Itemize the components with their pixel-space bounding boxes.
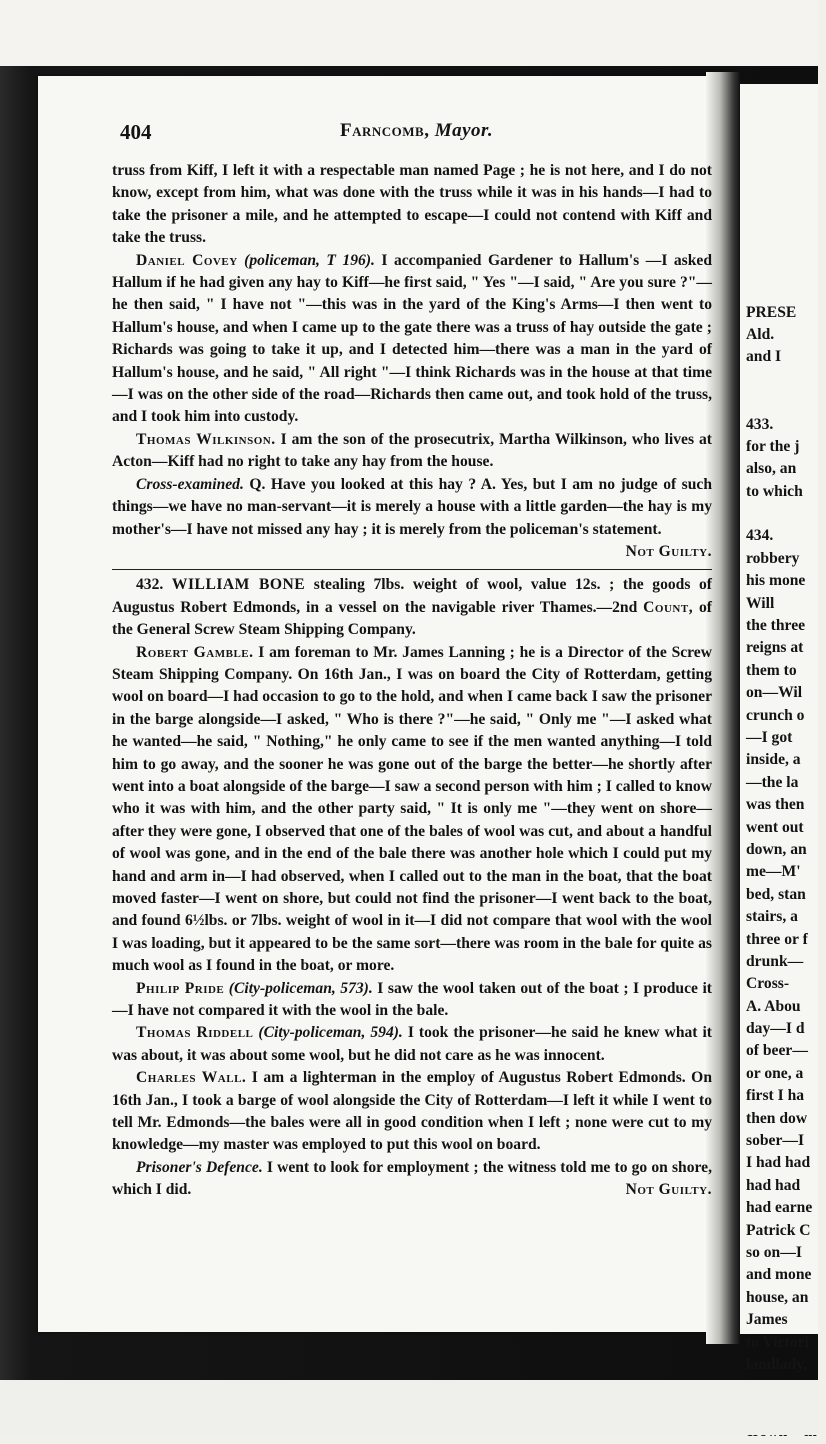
bottom-margin bbox=[0, 1380, 818, 1435]
testimony-text: I am a lighterman in the employ of Augustus Robert Edmonds. On 16th Jan., I took a barge of wool alongside the City of Rotterdam—I left it while I went to tell Mr. Edmonds—the bales were all in good condition when I left ; none were cut to my knowledge—my master was employed to put this wool on board. bbox=[112, 1069, 712, 1154]
right-page-line: the three bbox=[746, 617, 806, 635]
right-page-line: or one, a bbox=[746, 1064, 804, 1082]
prisoner-defence bbox=[112, 1157, 712, 1202]
testimony-text: I saw the wool taken out of the boat ; I produce it—I have not compared it with the wool in the bale. bbox=[112, 979, 712, 1020]
right-page-line: day—I d bbox=[746, 1020, 805, 1038]
right-page-line: his mone bbox=[746, 572, 806, 590]
right-page-line: A. Abou bbox=[746, 997, 801, 1015]
running-head-name: Farncomb, bbox=[340, 120, 430, 141]
right-page-line: —I got bbox=[746, 728, 793, 746]
right-page-line: —the la bbox=[746, 773, 799, 791]
verdict: Not Guilty. bbox=[625, 542, 712, 560]
witness-name: Philip Pride bbox=[136, 979, 225, 997]
witness-role: (policeman, T 196). bbox=[244, 251, 375, 269]
right-page-line: bed, stan bbox=[746, 885, 806, 903]
right-page-line: had had bbox=[746, 1176, 801, 1194]
testimony-text: I am foreman to Mr. James Lanning ; he is a Director of the Screw Steam Shipping Company. On 16th Jan., I was on board the City of Rotterdam, getting wool on board—I had occasion to go to the hold, and when I came back I saw the prisoner in the barge alongside—I asked, " Who is there ?"—he said, " Only me "—I asked what he wanted—he said, " Nothing," he only came to see if the men wanted anything—I told him to go away, and the sooner he was gone out of the barge the better—he shortly after went into a boat alongside of the barge—I saw a second person with him ; I called to know who it was with him, and the other party said, " It is only me "—they went on shore—after they were gone, I observed that one of the bales of wool was cut, and about a handful of wool was gone, and in the end of the bale there was another hole which I could put my hand and arm in—I had observed, when I called out to the man in the boat, that the boat moved faster—I went on shore, but could not find the prisoner—I went back to the boat, and found 6½lbs. or 7lbs. weight of wool in it—I did not compare that wool with the wool I was loading, but it appeared to be the same sort—there was room in the bale for quite as much wool as I found in the boat, or more. bbox=[112, 643, 712, 975]
right-page-line: and I bbox=[746, 348, 782, 366]
testimony-wilkinson bbox=[112, 429, 712, 474]
testimony-riddell bbox=[112, 1022, 712, 1067]
right-page-line bbox=[746, 391, 826, 413]
right-page-line bbox=[746, 279, 826, 301]
right-page-line bbox=[746, 234, 826, 256]
right-page-line: of beer— bbox=[746, 1042, 808, 1060]
top-margin bbox=[0, 0, 818, 66]
case-number: 432. bbox=[136, 576, 164, 594]
running-head-title: Mayor. bbox=[434, 120, 494, 141]
right-page-line: robbery bbox=[746, 549, 800, 567]
testimony-text: Q. Have you looked at this hay ? A. Yes, but I am no judge of such things—we have no man-servant—it is merely a house with a little garden—the hay is my mother's—I have not missed any hay ; it is merely from the policeman's statement. bbox=[112, 475, 712, 538]
paragraph-truss: truss from Kiff, I left it with a respectable man named Page ; he is not here, and I do not know, except from him, what was done with the truss while it was in his hands—I had to take the prisoner a mile, and he attempted to escape—I could not contend with Kiff and take the truss. bbox=[112, 162, 712, 247]
testimony-wall bbox=[112, 1067, 712, 1157]
right-page-line: then dow bbox=[746, 1109, 808, 1127]
right-page-line bbox=[746, 257, 826, 279]
right-page-line: Patrick C bbox=[746, 1221, 811, 1239]
right-page-line: down, an bbox=[746, 840, 807, 858]
defence-label: Prisoner's Defence. bbox=[136, 1158, 263, 1176]
right-page-edge bbox=[740, 84, 818, 1373]
verdict: Not Guilty. bbox=[625, 1181, 712, 1199]
testimony-text: I took the prisoner—he said he knew what it was about, it was about some wool, but he did not care as he was innocent. bbox=[112, 1024, 712, 1064]
witness-name: Charles Wall. bbox=[136, 1069, 247, 1087]
right-page-line: so on—I bbox=[746, 1243, 802, 1261]
right-page-line: 433. bbox=[746, 415, 774, 433]
right-page-line: reigns at bbox=[746, 639, 804, 657]
right-page-line: PRESE bbox=[746, 303, 797, 321]
testimony-text: I went to look for employment ; the witness told me to go on shore, which I did. bbox=[112, 1158, 712, 1199]
case-count-text: of the General Screw Steam Shipping Company. bbox=[112, 598, 712, 639]
right-page-line: also, an bbox=[746, 460, 797, 478]
right-page-line: Will bbox=[746, 594, 775, 612]
right-page-line: three or f bbox=[746, 930, 808, 948]
right-page-line: on—Wil bbox=[746, 684, 803, 702]
right-page-line: landlady, bbox=[746, 1355, 808, 1373]
right-page-line: was then bbox=[746, 796, 805, 814]
testimony-text: I accompanied Gardener to Hallum's —I asked Hallum if he had given any hay to Kiff—he first said, " Yes "—I said, " Are you sure ?"—he then said, " I have not "—this was in the yard of the King's Arms—I then went to Hallum's house, and when I came up to the gate there was a truss of hay outside the gate ; Richards was going to take it up, and I detected him—there was a man in the yard of Hallum's house, and he said, " All right "—I think Richards was in the house at that time—I was on the other side of the road—Richards then came out, and took hold of the truss, and I took him into custody. bbox=[112, 251, 713, 426]
witness-name: Thomas Riddell bbox=[136, 1024, 254, 1042]
right-page-line: for the j bbox=[746, 437, 800, 455]
witness-role: (City-policeman, 573). bbox=[228, 979, 373, 997]
right-page-line: me—M' bbox=[746, 863, 801, 881]
page-header bbox=[120, 120, 710, 150]
right-page-line: crunch o bbox=[746, 706, 805, 724]
right-page-line: James bbox=[746, 1311, 788, 1329]
testimony-covey bbox=[112, 250, 712, 429]
witness-name: Thomas Wilkinson. bbox=[136, 430, 276, 448]
case-charge: stealing 7lbs. weight of wool, value 12s. ; the goods of Augustus Robert Edmonds, in a vessel on the navigable river Thames.—2nd bbox=[112, 576, 712, 616]
right-page-line: and mone bbox=[746, 1266, 812, 1284]
testimony-pride bbox=[112, 978, 712, 1023]
cross-examined-label: Cross-examined. bbox=[136, 475, 244, 493]
witness-name: Daniel Covey bbox=[136, 251, 238, 269]
right-page-line: stairs, a bbox=[746, 908, 798, 926]
cross-examination bbox=[112, 474, 712, 560]
right-page-line: them to bbox=[746, 661, 797, 679]
right-page-line bbox=[746, 212, 826, 234]
case-defendant: WILLIAM BONE bbox=[171, 576, 306, 594]
right-page-line: had earne bbox=[746, 1199, 813, 1217]
right-page-line: to Victori bbox=[746, 1333, 809, 1351]
right-page-line: house, an bbox=[746, 1288, 809, 1306]
case-heading bbox=[112, 574, 712, 641]
case-count: Count, bbox=[643, 598, 694, 616]
right-page-line: Cross- bbox=[746, 975, 790, 993]
right-page-line: first I ha bbox=[746, 1087, 805, 1105]
testimony-gamble bbox=[112, 642, 712, 978]
right-page-line bbox=[746, 369, 826, 391]
running-head bbox=[340, 120, 493, 142]
witness-name: Robert Gamble. bbox=[136, 643, 254, 661]
right-page-line: went out bbox=[746, 818, 804, 836]
testimony-text: I am the son of the prosecutrix, Martha Wilkinson, who lives at Acton—Kiff had no right to take any hay from the house. bbox=[112, 430, 712, 471]
right-page-line: to which bbox=[746, 482, 803, 500]
right-page-line bbox=[746, 503, 826, 525]
right-page-line: Ald. bbox=[746, 325, 775, 343]
right-page-fragments bbox=[746, 212, 826, 1443]
witness-role: (City-policeman, 594). bbox=[258, 1024, 403, 1042]
page-body bbox=[112, 160, 712, 1202]
right-page-line: inside, a bbox=[746, 751, 801, 769]
page-number: 404 bbox=[120, 120, 152, 144]
right-page-line: drunk— bbox=[746, 952, 804, 970]
case-divider bbox=[112, 569, 712, 570]
right-page-line: sober—I bbox=[746, 1132, 805, 1150]
right-page-line: I had had bbox=[746, 1154, 811, 1172]
right-page-line: 434. bbox=[746, 527, 774, 545]
